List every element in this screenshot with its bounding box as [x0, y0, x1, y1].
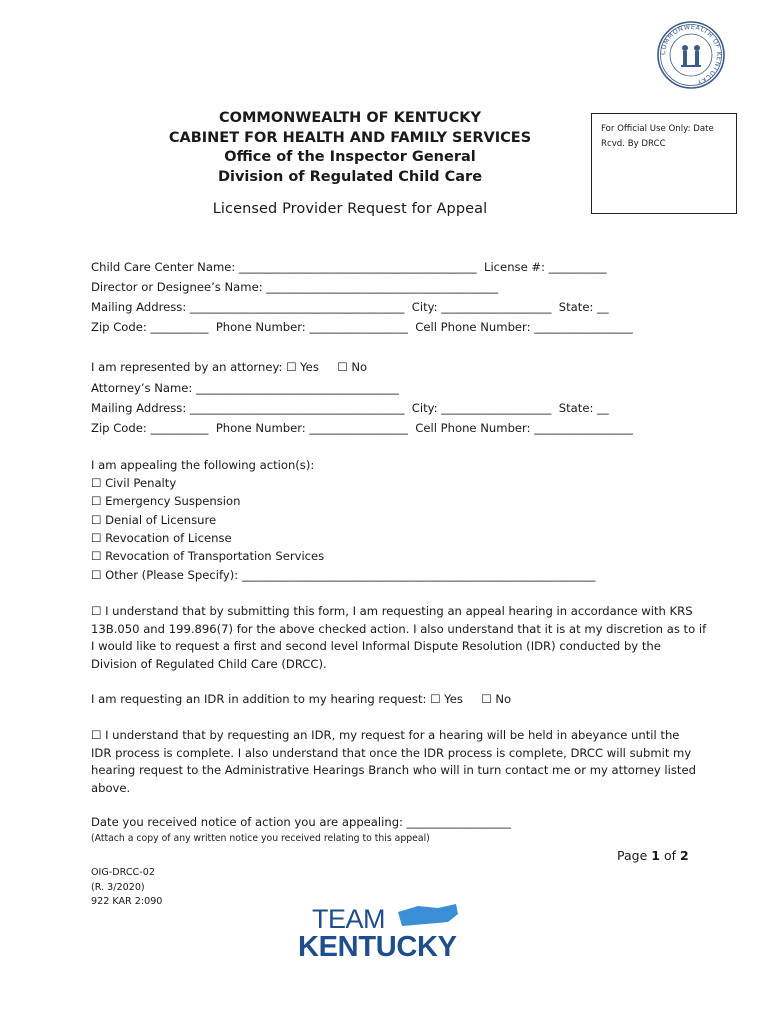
form-code-id: OIG-DRCC-02 [91, 867, 155, 878]
attorney-name-field[interactable]: Attorney’s Name: ___________________________________ [91, 381, 399, 395]
form-code [91, 866, 162, 910]
agency-header [130, 109, 570, 187]
ack-hearing-line: I would like to request a first and second level Informal Dispute Resolution (IDR) conducted by the [91, 639, 661, 654]
ack-idr-line: hearing request to the Administrative Hearings Branch who will in turn contact me or my attorney listed [91, 763, 696, 778]
official-use-date: For Official Use Only: Date [601, 124, 714, 134]
center-name-license-field[interactable]: Child Care Center Name: _________________________________________ License #: __________ [91, 260, 607, 274]
form-code-revision: (R. 3/2020) [91, 881, 145, 893]
ack-idr-line: ☐ I understand that by requesting an IDR, my request for a hearing will be held in abeyance until the [91, 728, 680, 742]
action-revocation-transport-checkbox[interactable]: ☐ Revocation of Transportation Services [91, 549, 325, 563]
official-use-rcvd: Rcvd. By DRCC [601, 139, 666, 149]
page-label: Page [617, 848, 648, 863]
attorney-checkbox-row[interactable]: I am represented by an attorney: ☐ Yes ☐ No [91, 360, 368, 374]
provider-address-field[interactable]: Mailing Address: _____________________________________ City: ___________________ State: __ [91, 300, 609, 314]
header-division: Division of Regulated Child Care [217, 168, 483, 185]
ack-idr-line: IDR process is complete. I also understand that once the IDR process is complete, DRCC will submit my [91, 745, 692, 760]
action-civil-penalty-checkbox[interactable]: ☐ Civil Penalty [91, 476, 177, 490]
ack-hearing-line: 13B.050 and 199.896(7) for the above checked action. I also understand that it is at my discretion as to if [91, 621, 707, 636]
ack-hearing-line: ☐ I understand that by submitting this form, I am requesting an appeal hearing in accordance with KRS [91, 604, 693, 618]
official-use-box [591, 113, 737, 214]
director-name-field[interactable]: Director or Designee’s Name: ________________________________________ [91, 280, 499, 294]
notice-date-field[interactable]: Date you received notice of action you are appealing: __________________ [91, 815, 511, 829]
page-number [617, 848, 689, 863]
header-office: Office of the Inspector General [224, 149, 476, 165]
header-cabinet: CABINET FOR HEALTH AND FAMILY SERVICES [168, 129, 532, 146]
logo-kentucky-text: KENTUCKY [298, 931, 457, 962]
ack-hearing-line: Division of Regulated Child Care (DRCC). [91, 656, 327, 671]
attach-note: (Attach a copy of any written notice you received relating to this appeal) [91, 833, 430, 844]
seal-ring-text: COMMONWEALTH OF KENTUCKY [659, 23, 723, 86]
attorney-address-field[interactable]: Mailing Address: _____________________________________ City: ___________________ State: __ [91, 401, 609, 415]
action-denial-checkbox[interactable]: ☐ Denial of Licensure [91, 513, 217, 527]
page-of: of [663, 848, 676, 863]
action-revocation-license-checkbox[interactable]: ☐ Revocation of License [91, 531, 232, 545]
form-title: Licensed Provider Request for Appeal [212, 201, 488, 217]
logo-team-text: TEAM [312, 904, 386, 934]
kentucky-seal [656, 20, 726, 90]
attorney-phone-field[interactable]: Zip Code: __________ Phone Number: _________________ Cell Phone Number: _________________ [91, 421, 633, 435]
page-current: 1 [651, 848, 660, 863]
provider-phone-field[interactable]: Zip Code: __________ Phone Number: _________________ Cell Phone Number: _________________ [91, 320, 633, 334]
ack-idr-line: above. [91, 780, 131, 795]
idr-request-checkbox-row[interactable]: I am requesting an IDR in addition to my hearing request: ☐ Yes ☐ No [91, 692, 512, 706]
page-total: 2 [679, 848, 689, 863]
team-kentucky-logo [298, 900, 470, 962]
ack-hearing-paragraph[interactable] [91, 603, 707, 673]
form-code-regulation: 922 KAR 2:090 [91, 896, 163, 907]
ack-idr-paragraph[interactable] [91, 727, 696, 797]
actions-heading: I am appealing the following action(s): [91, 458, 315, 472]
action-emergency-suspension-checkbox[interactable]: ☐ Emergency Suspension [91, 494, 241, 508]
header-state: COMMONWEALTH OF KENTUCKY [219, 110, 481, 126]
action-other-checkbox[interactable]: ☐ Other (Please Specify): _____________________________________________________________ [91, 568, 596, 582]
